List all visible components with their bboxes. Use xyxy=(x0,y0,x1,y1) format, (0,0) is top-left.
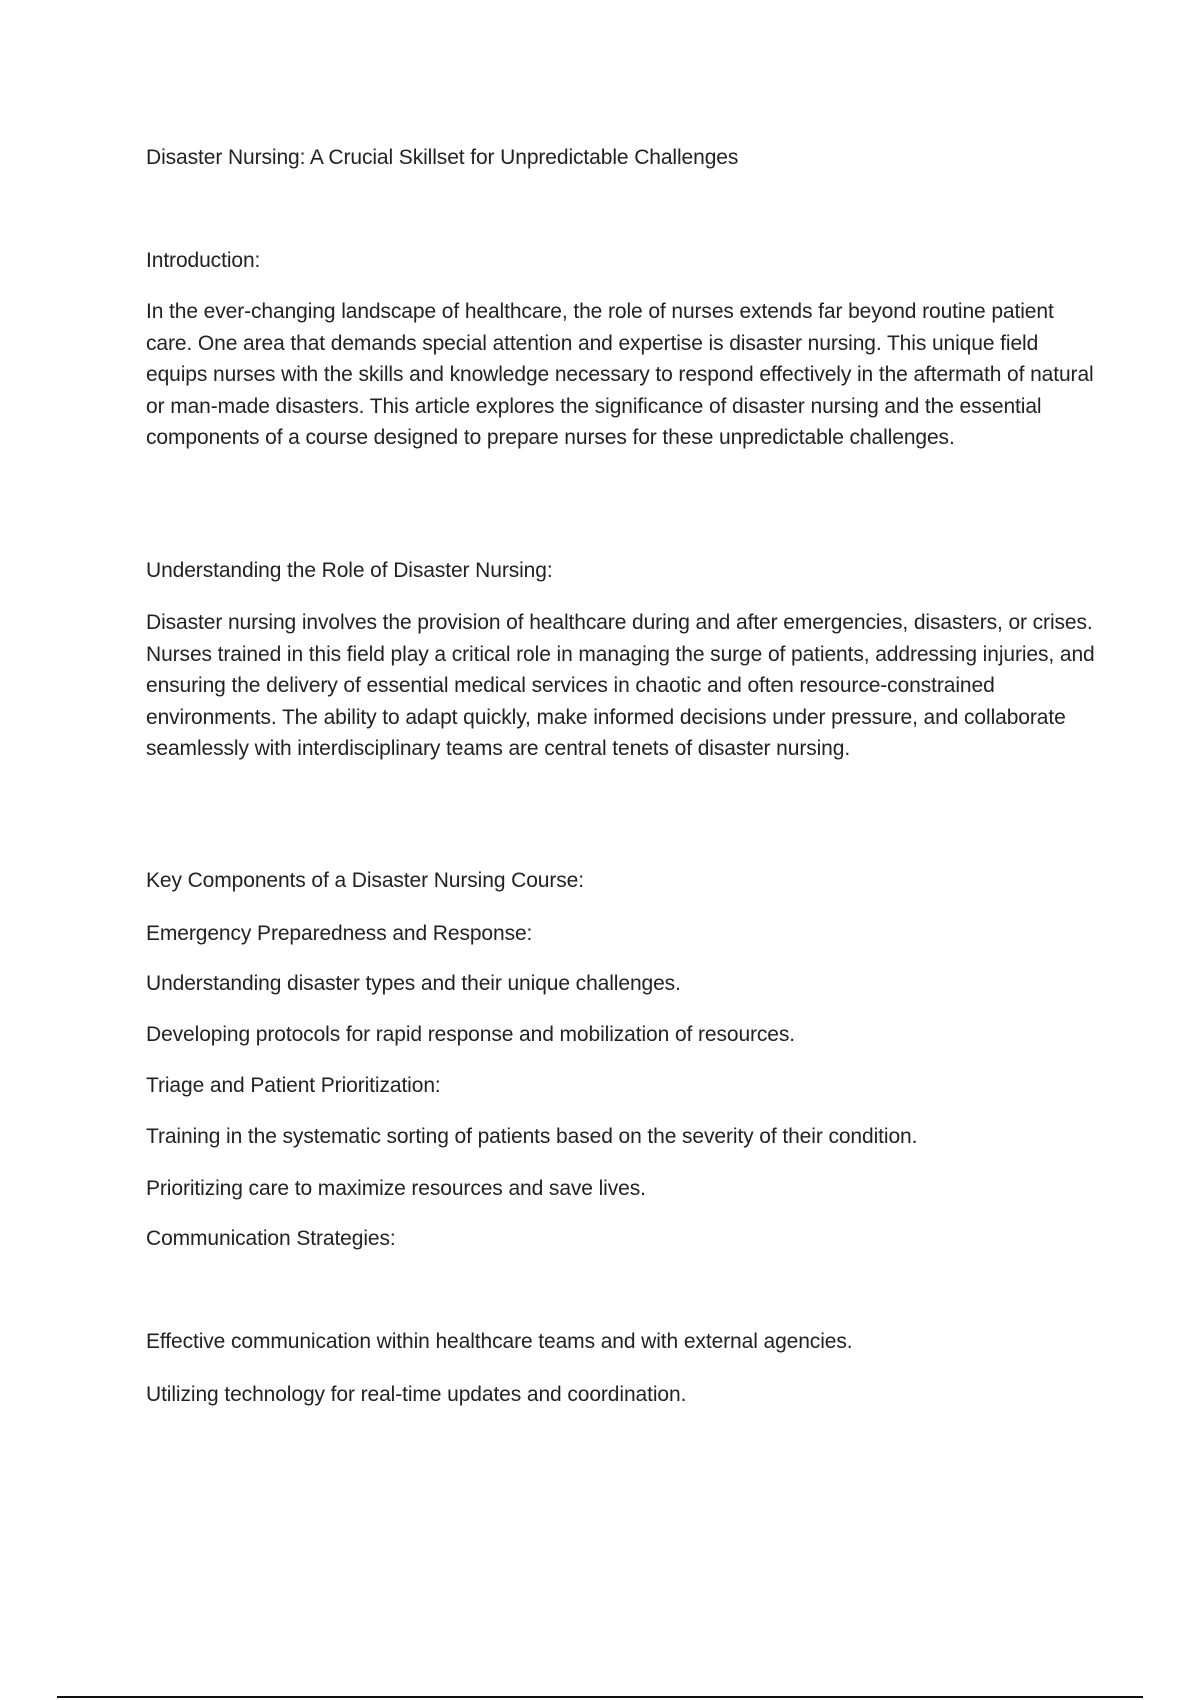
list-item: Developing protocols for rapid response and mobilization of resources. xyxy=(146,1023,796,1046)
list-item: Understanding disaster types and their unique challenges. xyxy=(146,972,681,995)
footer-divider xyxy=(57,1696,1143,1698)
role-heading: Understanding the Role of Disaster Nursing: xyxy=(146,559,553,582)
document-title: Disaster Nursing: A Crucial Skillset for Unpredictable Challenges xyxy=(146,146,739,169)
role-paragraph: Disaster nursing involves the provision of healthcare during and after emergencies, disasters, or crises. Nurses trained in this field play a critical role in managing the surge of patients, addressing injuries, and ensuring the delivery of essential medical services in chaotic and often resource-constrained environments. The ability to adapt quickly, make informed decisions under pressure, and collaborate seamlessly with interdisciplinary teams are central tenets of disaster nursing. xyxy=(146,611,1095,760)
components-heading: Key Components of a Disaster Nursing Course: xyxy=(146,869,584,892)
list-item: Training in the systematic sorting of patients based on the severity of their condition. xyxy=(146,1125,918,1148)
subheading-communication: Communication Strategies: xyxy=(146,1227,396,1250)
list-item: Prioritizing care to maximize resources and save lives. xyxy=(146,1177,646,1200)
subheading-emergency-preparedness: Emergency Preparedness and Response: xyxy=(146,922,533,945)
subheading-triage: Triage and Patient Prioritization: xyxy=(146,1074,441,1097)
introduction-paragraph: In the ever-changing landscape of healthcare, the role of nurses extends far beyond routine patient care. One area that demands special attention and expertise is disaster nursing. This unique field equips nurses with the skills and knowledge necessary to respond effectively in the aftermath of natural or man-made disasters. This article explores the significance of disaster nursing and the essential components of a course designed to prepare nurses for these unpredictable challenges. xyxy=(146,300,1094,449)
introduction-heading: Introduction: xyxy=(146,249,261,272)
list-item: Effective communication within healthcare teams and with external agencies. xyxy=(146,1330,853,1353)
list-item: Utilizing technology for real-time updates and coordination. xyxy=(146,1383,687,1406)
